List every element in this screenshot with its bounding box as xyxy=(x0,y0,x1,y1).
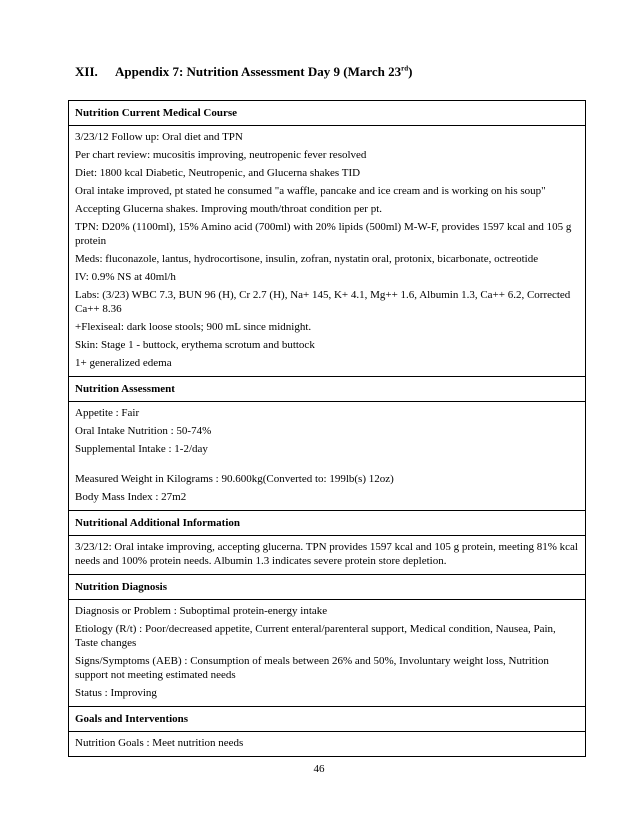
assessment-header: Nutrition Assessment xyxy=(69,377,586,402)
course-body xyxy=(69,126,586,377)
appetite-line: Appetite : Fair xyxy=(75,407,140,419)
course-line: Accepting Glucerna shakes. Improving mouth/throat condition per pt. xyxy=(75,203,383,215)
course-line: Meds: fluconazole, lantus, hydrocortisone, insulin, zofran, nystatin oral, protonix, bicarbonate, octreotide xyxy=(75,253,539,265)
diagnosis-problem-line: Diagnosis or Problem : Suboptimal protein-energy intake xyxy=(75,605,328,617)
section-number: XII. xyxy=(75,64,98,79)
additional-info-text: 3/23/12: Oral intake improving, accepting glucerna. TPN provides 1597 kcal and 105 g protein, meeting 81% kcal needs and 100% protein needs. Albumin 1.3 indicates severe protein store depletion. xyxy=(75,541,578,567)
course-line: 1+ generalized edema xyxy=(75,357,172,369)
course-line: TPN: D20% (1100ml), 15% Amino acid (700ml) with 20% lipids (500ml) M-W-F, provides 1597 kcal and 105 g protein xyxy=(75,221,572,247)
appendix-heading xyxy=(75,64,412,80)
diagnosis-body xyxy=(69,600,586,707)
diagnosis-header: Nutrition Diagnosis xyxy=(69,575,586,600)
goals-header: Goals and Interventions xyxy=(69,707,586,732)
assessment-body xyxy=(69,402,586,511)
course-line: Oral intake improved, pt stated he consumed "a waffle, pancake and ice cream and is working on his soup" xyxy=(75,185,546,197)
oral-intake-line: Oral Intake Nutrition : 50-74% xyxy=(75,425,212,437)
course-line: Per chart review: mucositis improving, neutropenic fever resolved xyxy=(75,149,367,161)
nutrition-assessment-table xyxy=(68,100,586,757)
page-number: 46 xyxy=(313,763,325,775)
course-line: 3/23/12 Follow up: Oral diet and TPN xyxy=(75,131,243,143)
course-line: IV: 0.9% NS at 40ml/h xyxy=(75,271,176,283)
course-line: +Flexiseal: dark loose stools; 900 mL since midnight. xyxy=(75,321,312,333)
nutrition-goals-line: Nutrition Goals : Meet nutrition needs xyxy=(75,737,244,749)
course-line: Diet: 1800 kcal Diabetic, Neutropenic, and Glucerna shakes TID xyxy=(75,167,361,179)
title-close-paren: ) xyxy=(408,64,413,79)
additional-info-header: Nutritional Additional Information xyxy=(69,511,586,536)
status-line: Status : Improving xyxy=(75,687,157,699)
goals-body xyxy=(69,732,586,757)
signs-symptoms-line: Signs/Symptoms (AEB) : Consumption of meals between 26% and 50%, Involuntary weight loss, Nutrition support not meeting estimated needs xyxy=(75,655,549,681)
supplemental-intake-line: Supplemental Intake : 1-2/day xyxy=(75,443,208,455)
bmi-line: Body Mass Index : 27m2 xyxy=(75,491,187,503)
additional-info-body xyxy=(69,536,586,575)
measured-weight-line: Measured Weight in Kilograms : 90.600kg(Converted to: 199lb(s) 12oz) xyxy=(75,473,394,485)
course-line: Labs: (3/23) WBC 7.3, BUN 96 (H), Cr 2.7 (H), Na+ 145, K+ 4.1, Mg++ 1.6, Albumin 1.3, Ca++ 6.2, Corrected Ca++ 8.36 xyxy=(75,289,571,315)
course-header: Nutrition Current Medical Course xyxy=(69,101,586,126)
course-line: Skin: Stage 1 - buttock, erythema scrotum and buttock xyxy=(75,339,315,351)
appendix-title: Appendix 7: Nutrition Assessment Day 9 (March 23 xyxy=(115,64,402,79)
title-superscript: rd xyxy=(401,64,409,73)
etiology-line: Etiology (R/t) : Poor/decreased appetite, Current enteral/parenteral support, Medical condition, Nausea, Pain, Taste changes xyxy=(75,623,556,649)
